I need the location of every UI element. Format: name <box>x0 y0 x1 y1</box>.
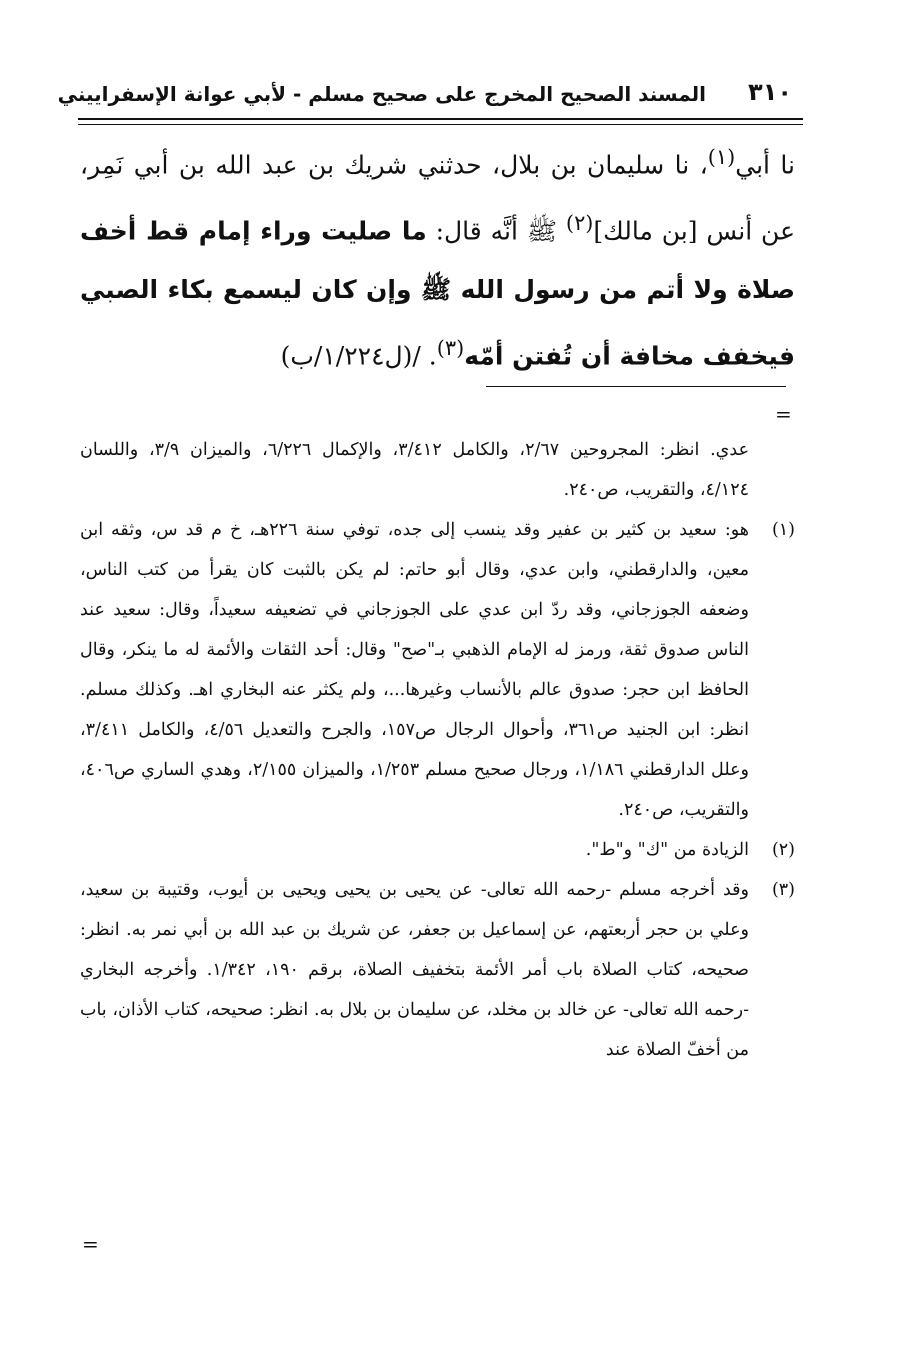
hadith-matn: ما صليت وراء إمام قط أخف صلاة ولا أتم من رسول الله ﷺ وإن كان ليسمع بكاء الصبي فيخفف مخافة أن تُفتن أمّه <box>80 216 795 370</box>
running-title: المسند الصحيح المخرج على صحيح مسلم - لأبي عوانة الإسفراييني <box>57 82 706 106</box>
hadith-chain-part1: نا أبي <box>735 150 795 180</box>
running-header <box>57 78 800 118</box>
hadith-chain-part2: ، نا سليمان بن بلال، حدثني شريك بن عبد الله بن أبي نَمِر، عن أنس [بن مالك] <box>80 150 795 246</box>
footnote-2 <box>80 830 795 870</box>
footnote-3 <box>80 870 795 1070</box>
continuation-mark-top: = <box>775 402 792 426</box>
footnote-ref-1: (١) <box>707 145 736 169</box>
footnote-ref-2: (٢) <box>565 211 594 236</box>
footnote-ref-3: (٣) <box>436 335 465 360</box>
footnote-2-label: (٢) <box>771 840 795 860</box>
manuscript-ref: . /(ل١/٢٢٤/ب) <box>280 340 437 370</box>
footnote-carryover: عدي. انظر: المجروحين ٢/٦٧، والكامل ٣/٤١٢، والإكمال ٦/٢٢٦، والميزان ٣/٩، واللسان ٤/١٢٤، والتقريب، ص٢٤٠. <box>80 440 750 500</box>
page-number: ٣١٠ <box>748 78 792 106</box>
footnote-1 <box>80 510 795 830</box>
footnote-1-text: هو: سعيد بن كثير بن عفير وقد ينسب إلى جده، توفي سنة ٢٢٦هـ، خ م قد س، وثقه ابن معين، والدارقطني، وابن عدي، وقال أبو حاتم: لم يكن بالثبت كان يقرأ من كتب الناس، وضعفه الجوزجاني، وقد ردّ ابن عدي على الجوزجاني في تضعيفه سعيداً، وقال: سعيد عند الناس صدوق ثقة، ورمز له الإمام الذهبي بـ"صح" وقال: أحد الثقات والأئمة له ما ينكر، وقال الحافظ ابن حجر: صدوق عالم بالأنساب وغيرها...، ولم يكثر عنه البخاري اهـ. وكذلك مسلم. انظر: ابن الجنيد ص٣٦١، وأحوال الرجال ص١٥٧، والجرح والتعديل ٤/٥٦، والكامل ٣/٤١١، وعلل الدارقطني ١/١٨٦، ورجال صحيح مسلم ١/٢٥٣، والميزان ٢/١٥٥، وهدي الساري ص٤٠٦، والتقريب، ص٢٤٠. <box>80 520 750 820</box>
footnote-3-text: وقد أخرجه مسلم -رحمه الله تعالى- عن يحيى بن يحيى ويحيى بن أيوب، وقتيبة بن سعيد، وعلي بن حجر أربعتهم، عن إسماعيل بن جعفر، عن شريك بن عبد الله بن أبي نمر به. انظر: صحيحه، كتاب الصلاة باب أمر الأئمة بتخفيف الصلاة، برقم ١٩٠، ١/٣٤٢. وأخرجه البخاري -رحمه الله تعالى- عن خالد بن مخلد، عن سليمان بن بلال به. انظر: صحيحه، كتاب الأذان، باب من أخفّ الصلاة عند <box>80 880 749 1060</box>
header-rule-thin <box>78 124 803 125</box>
footnotes <box>80 430 795 1070</box>
header-rule-thick <box>78 118 803 120</box>
hadith-chain-part3: ﷺ أنَّه قال: <box>426 216 566 246</box>
continuation-mark-bottom: = <box>82 1232 99 1256</box>
footnote-1-label: (١) <box>771 520 795 540</box>
hadith-paragraph <box>80 128 795 385</box>
footnote-3-label: (٣) <box>771 880 795 900</box>
footnote-2-text: الزيادة من "ك" و"ط". <box>585 840 749 860</box>
main-text <box>80 128 795 385</box>
footnote-separator <box>486 386 786 387</box>
